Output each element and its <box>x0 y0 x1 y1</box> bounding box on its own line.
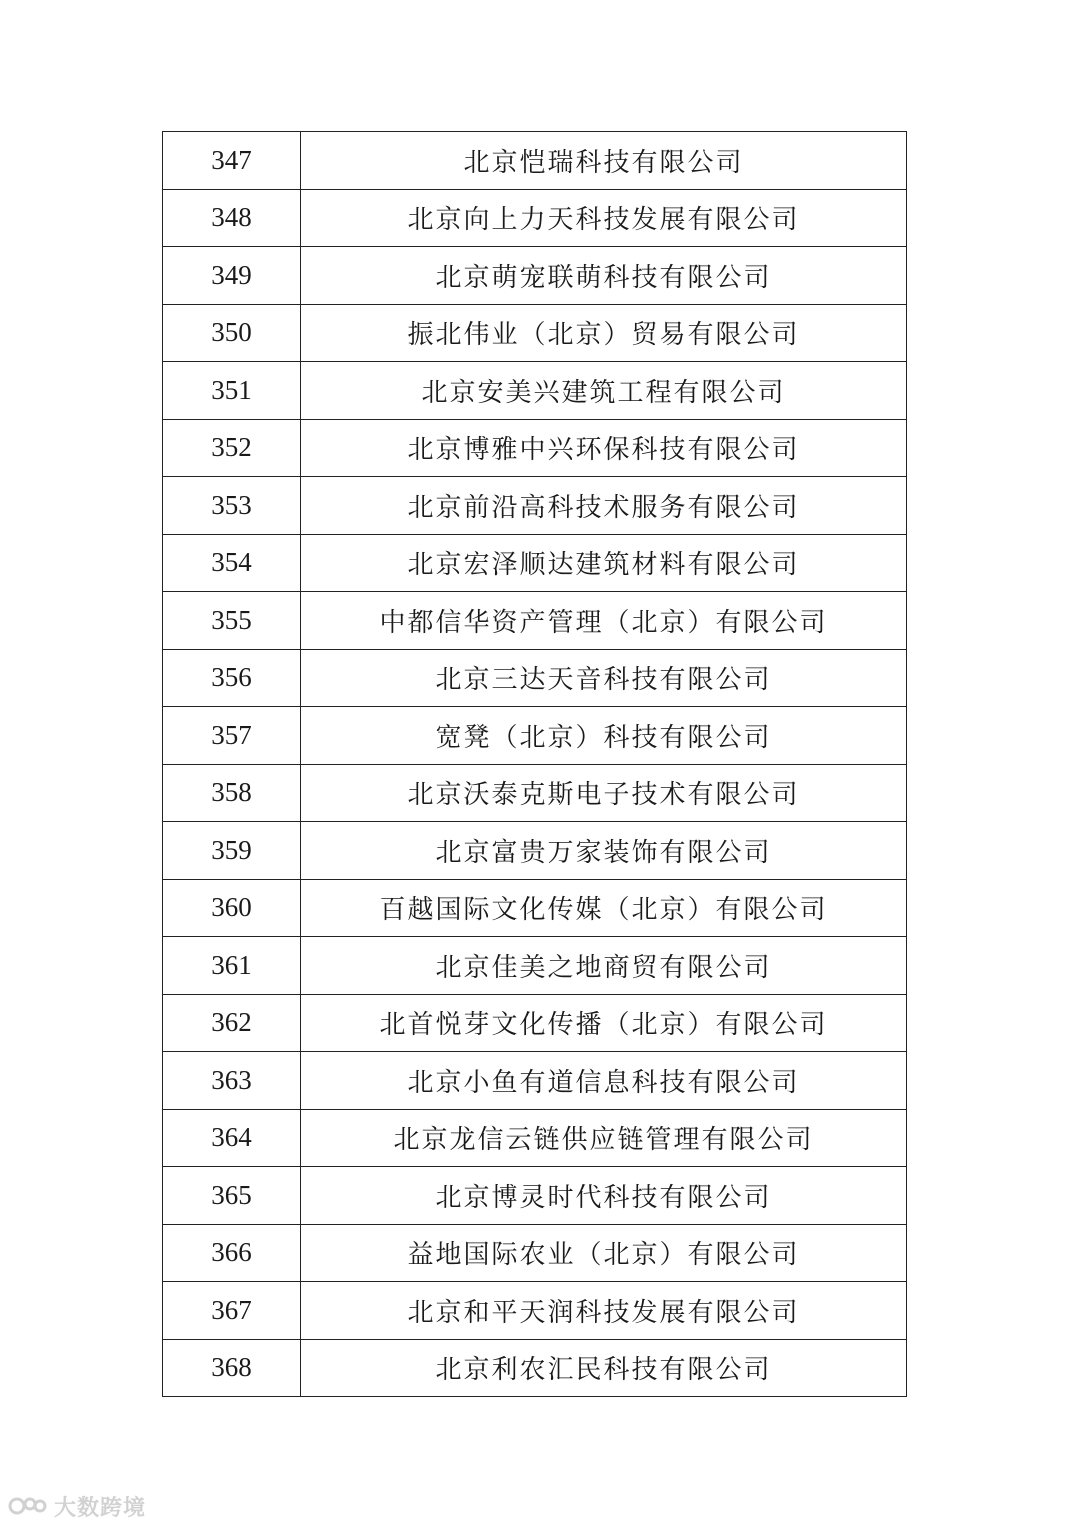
company-list-table <box>162 131 907 1397</box>
table-row <box>163 879 907 937</box>
row-number: 351 <box>163 362 301 420</box>
row-number: 357 <box>163 707 301 765</box>
table-row <box>163 304 907 362</box>
company-name: 中都信华资产管理（北京）有限公司 <box>301 592 907 650</box>
company-name: 北京博雅中兴环保科技有限公司 <box>301 419 907 477</box>
company-name: 北京三达天音科技有限公司 <box>301 649 907 707</box>
company-name: 益地国际农业（北京）有限公司 <box>301 1224 907 1282</box>
table-row <box>163 247 907 305</box>
company-name: 北京小鱼有道信息科技有限公司 <box>301 1052 907 1110</box>
table-row <box>163 649 907 707</box>
company-name: 北京沃泰克斯电子技术有限公司 <box>301 764 907 822</box>
company-name: 百越国际文化传媒（北京）有限公司 <box>301 879 907 937</box>
table-row <box>163 189 907 247</box>
table-row <box>163 1339 907 1397</box>
table-row <box>163 707 907 765</box>
company-name: 北京和平天润科技发展有限公司 <box>301 1282 907 1340</box>
row-number: 365 <box>163 1167 301 1225</box>
row-number: 359 <box>163 822 301 880</box>
row-number: 353 <box>163 477 301 535</box>
table-row <box>163 1224 907 1282</box>
company-name: 振北伟业（北京）贸易有限公司 <box>301 304 907 362</box>
row-number: 367 <box>163 1282 301 1340</box>
row-number: 366 <box>163 1224 301 1282</box>
table-row <box>163 534 907 592</box>
row-number: 361 <box>163 937 301 995</box>
row-number: 356 <box>163 649 301 707</box>
company-name: 北京安美兴建筑工程有限公司 <box>301 362 907 420</box>
table-row <box>163 1052 907 1110</box>
company-name: 北首悦芽文化传播（北京）有限公司 <box>301 994 907 1052</box>
watermark-text: 大数跨境 <box>54 1495 147 1521</box>
table-row <box>163 1109 907 1167</box>
row-number: 348 <box>163 189 301 247</box>
table-row <box>163 419 907 477</box>
table-row <box>163 592 907 650</box>
table-row <box>163 1282 907 1340</box>
row-number: 360 <box>163 879 301 937</box>
row-number: 349 <box>163 247 301 305</box>
table-row <box>163 764 907 822</box>
table-row <box>163 132 907 190</box>
table-row <box>163 477 907 535</box>
company-name: 北京前沿高科技术服务有限公司 <box>301 477 907 535</box>
row-number: 350 <box>163 304 301 362</box>
row-number: 363 <box>163 1052 301 1110</box>
company-name: 北京富贵万家装饰有限公司 <box>301 822 907 880</box>
company-name: 北京恺瑞科技有限公司 <box>301 132 907 190</box>
company-name: 北京佳美之地商贸有限公司 <box>301 937 907 995</box>
row-number: 354 <box>163 534 301 592</box>
brand-logo-icon <box>8 1492 48 1520</box>
row-number: 368 <box>163 1339 301 1397</box>
table-row <box>163 937 907 995</box>
watermark <box>8 1490 146 1522</box>
row-number: 352 <box>163 419 301 477</box>
row-number: 364 <box>163 1109 301 1167</box>
company-name: 北京利农汇民科技有限公司 <box>301 1339 907 1397</box>
company-name: 北京向上力天科技发展有限公司 <box>301 189 907 247</box>
company-name: 北京宏泽顺达建筑材料有限公司 <box>301 534 907 592</box>
row-number: 355 <box>163 592 301 650</box>
company-name: 宽凳（北京）科技有限公司 <box>301 707 907 765</box>
table-row <box>163 994 907 1052</box>
table-row <box>163 1167 907 1225</box>
row-number: 358 <box>163 764 301 822</box>
table-row <box>163 362 907 420</box>
company-list-body <box>163 132 907 1397</box>
table-row <box>163 822 907 880</box>
company-name: 北京萌宠联萌科技有限公司 <box>301 247 907 305</box>
company-name: 北京龙信云链供应链管理有限公司 <box>301 1109 907 1167</box>
company-name: 北京博灵时代科技有限公司 <box>301 1167 907 1225</box>
row-number: 347 <box>163 132 301 190</box>
row-number: 362 <box>163 994 301 1052</box>
